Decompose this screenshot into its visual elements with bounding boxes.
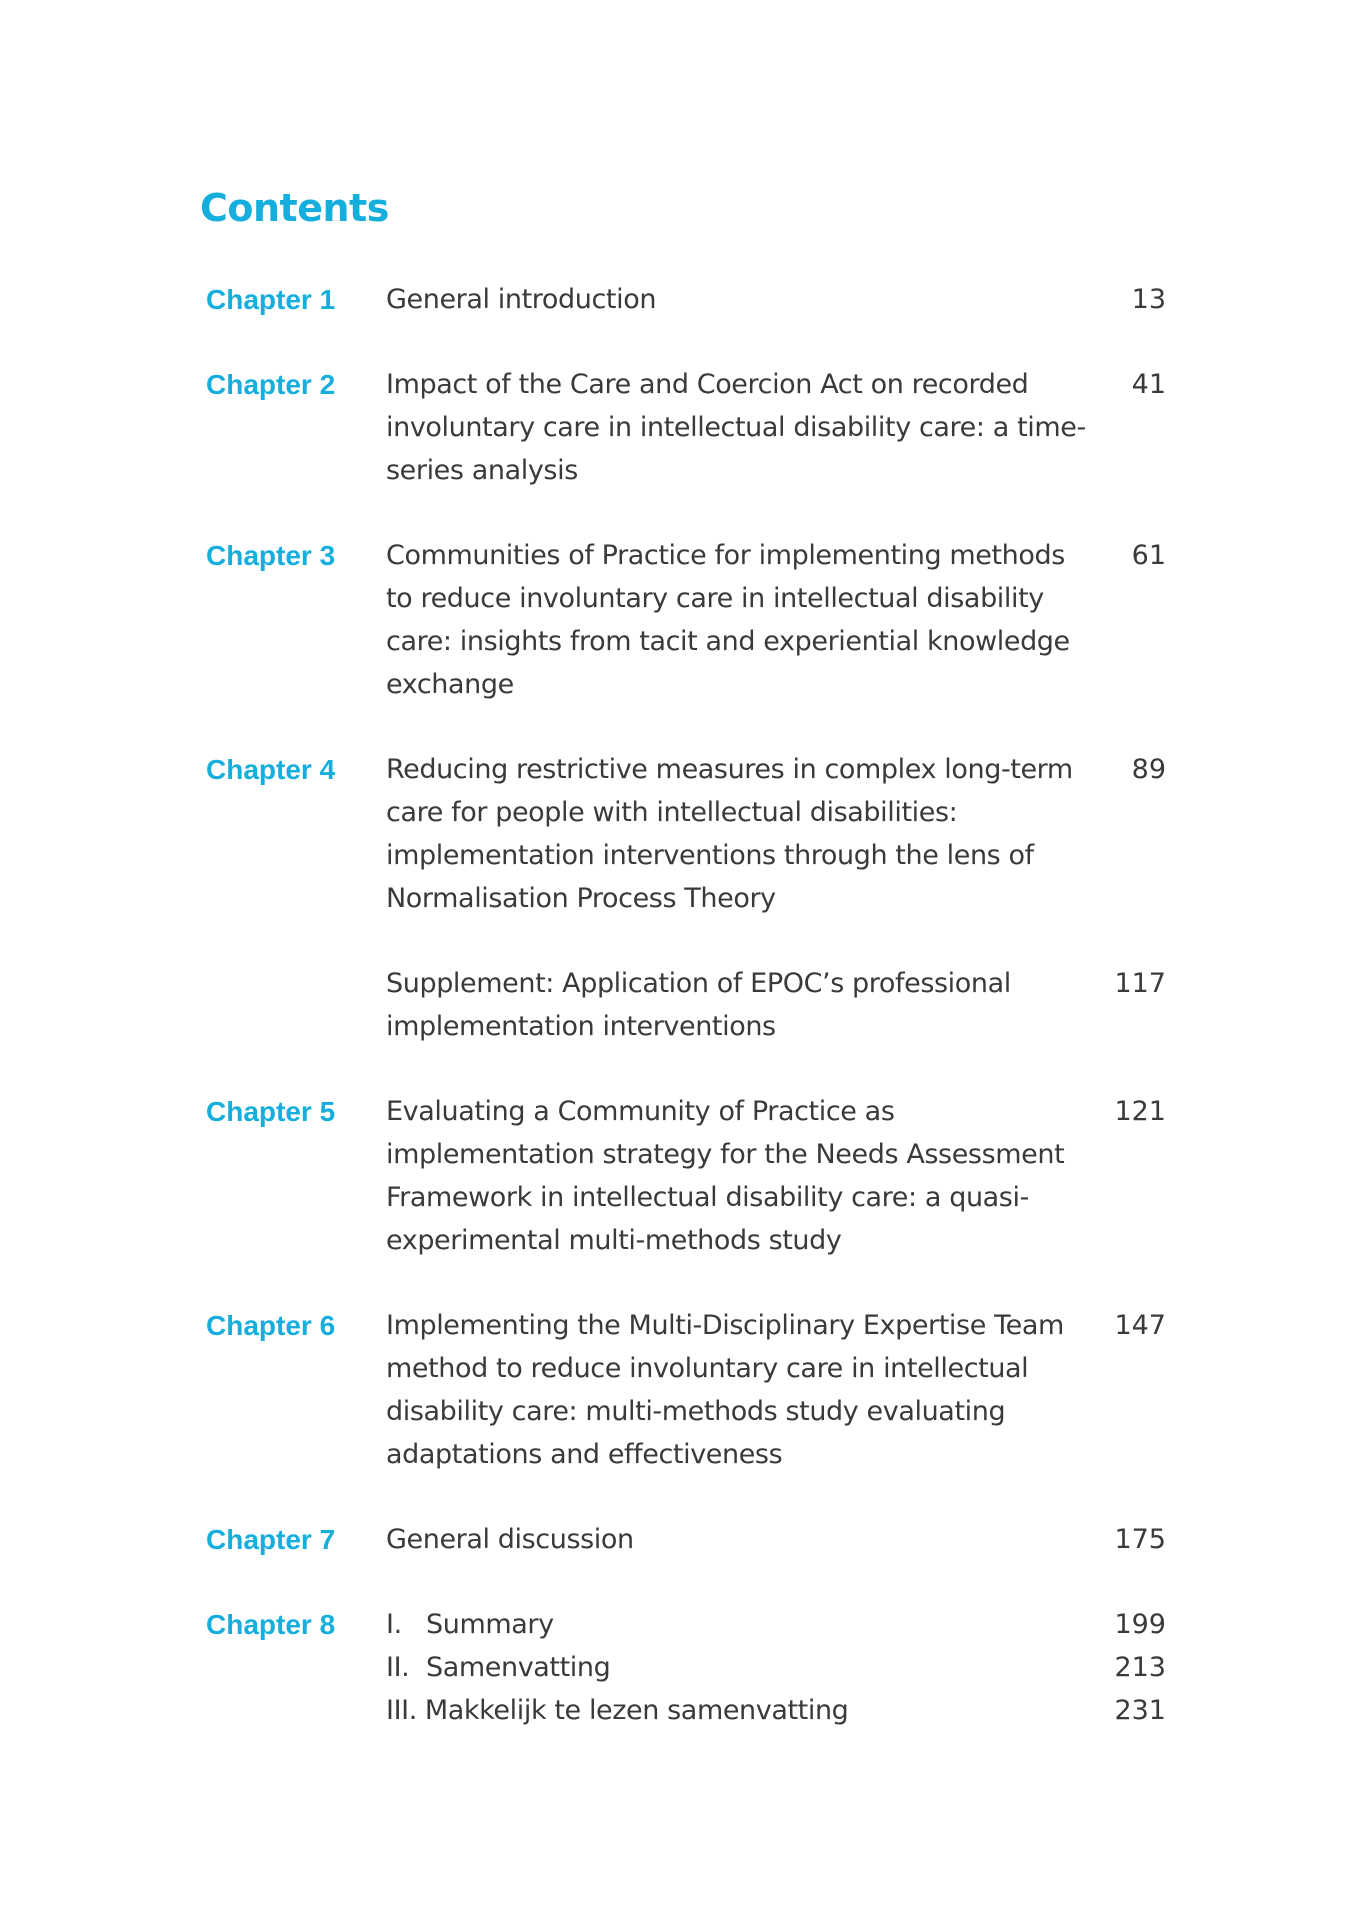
- chapter-label: Chapter 8: [206, 1609, 336, 1640]
- entry-title: General introduction: [386, 284, 657, 315]
- entry-body: [386, 748, 1166, 920]
- entry-title: Implementing the Multi-Disciplinary Expertise Team method to reduce involuntary care in intellectual disability care: multi-methods study evaluating adaptations and effectiveness: [386, 1310, 1064, 1470]
- roman-numeral: III.: [386, 1695, 417, 1726]
- toc-entry-chapter-6: [206, 1304, 1166, 1476]
- entry-body: [386, 363, 1166, 492]
- chapter-label: Chapter 3: [206, 540, 336, 571]
- entry-line: [386, 363, 1166, 492]
- entry-body: [386, 962, 1166, 1048]
- entry-line: [386, 748, 1166, 920]
- entry-page-number: 13: [1131, 284, 1166, 315]
- chapter-label: Chapter 7: [206, 1524, 336, 1555]
- subentry-summary: [386, 1603, 1166, 1646]
- toc-entry-chapter-2: [206, 363, 1166, 492]
- chapter-label: Chapter 6: [206, 1310, 336, 1341]
- entry-page-number: 199: [1114, 1609, 1166, 1640]
- entry-title: [386, 1689, 1086, 1732]
- entry-title: Supplement: Application of EPOC’s professional implementation interventions: [386, 968, 1011, 1042]
- entry-body: [386, 1518, 1166, 1561]
- entry-page-number: 41: [1131, 369, 1166, 400]
- entry-line: [386, 1304, 1166, 1476]
- entry-line: [386, 1090, 1166, 1262]
- chapter-label: Chapter 1: [206, 284, 336, 315]
- entry-page-number: 175: [1114, 1524, 1166, 1555]
- entry-body: [386, 1304, 1166, 1476]
- toc-entry-chapter-8: [206, 1603, 1166, 1732]
- entry-body: [386, 534, 1166, 706]
- entry-title: General discussion: [386, 1524, 634, 1555]
- entry-title: Communities of Practice for implementing methods to reduce involuntary care in intellectual disability care: insights from tacit and experiential knowledge exchange: [386, 540, 1070, 700]
- contents-heading: Contents: [200, 186, 389, 230]
- toc-entry-chapter-1: [206, 278, 1166, 321]
- subentry-title: Samenvatting: [426, 1652, 611, 1683]
- entry-line: [386, 278, 1166, 321]
- entry-title: Impact of the Care and Coercion Act on recorded involuntary care in intellectual disability care: a time-series analysis: [386, 369, 1086, 486]
- entry-title: Evaluating a Community of Practice as implementation strategy for the Needs Assessment Framework in intellectual disability care: a quasi-experimental multi-methods study: [386, 1096, 1065, 1256]
- subentry-samenvatting: [386, 1646, 1166, 1689]
- entry-page-number: 117: [1114, 968, 1166, 999]
- entry-body: [386, 1090, 1166, 1262]
- entry-page-number: 147: [1114, 1310, 1166, 1341]
- chapter-label: Chapter 5: [206, 1096, 336, 1127]
- toc-entry-chapter-3: [206, 534, 1166, 706]
- roman-numeral: II.: [386, 1652, 410, 1683]
- toc-entry-chapter-7: [206, 1518, 1166, 1561]
- entry-line: [386, 1518, 1166, 1561]
- entry-page-number: 61: [1131, 540, 1166, 571]
- entry-body: [386, 278, 1166, 321]
- entry-page-number: 213: [1114, 1652, 1166, 1683]
- subentry-title: Summary: [426, 1609, 554, 1640]
- entry-line: [386, 534, 1166, 706]
- toc-entry-supplement: [206, 962, 1166, 1048]
- entry-line: [386, 962, 1166, 1048]
- entry-page-number: 89: [1131, 754, 1166, 785]
- entry-page-number: 121: [1114, 1096, 1166, 1127]
- entry-title: [386, 1603, 1086, 1646]
- subentry-title: Makkelijk te lezen samenvatting: [424, 1695, 849, 1726]
- toc-entry-chapter-4: [206, 748, 1166, 920]
- entry-title: Reducing restrictive measures in complex long-term care for people with intellectual disabilities: implementation interventions through the lens of Normalisation Process Theory: [386, 754, 1073, 914]
- entry-title: [386, 1646, 1086, 1689]
- entry-body: [386, 1603, 1166, 1732]
- roman-numeral: I.: [386, 1609, 402, 1640]
- chapter-label: Chapter 2: [206, 369, 336, 400]
- entry-page-number: 231: [1114, 1695, 1166, 1726]
- subentry-easy-read-summary: [386, 1689, 1166, 1732]
- toc-entry-chapter-5: [206, 1090, 1166, 1262]
- chapter-label: Chapter 4: [206, 754, 336, 785]
- table-of-contents: [206, 278, 1166, 1732]
